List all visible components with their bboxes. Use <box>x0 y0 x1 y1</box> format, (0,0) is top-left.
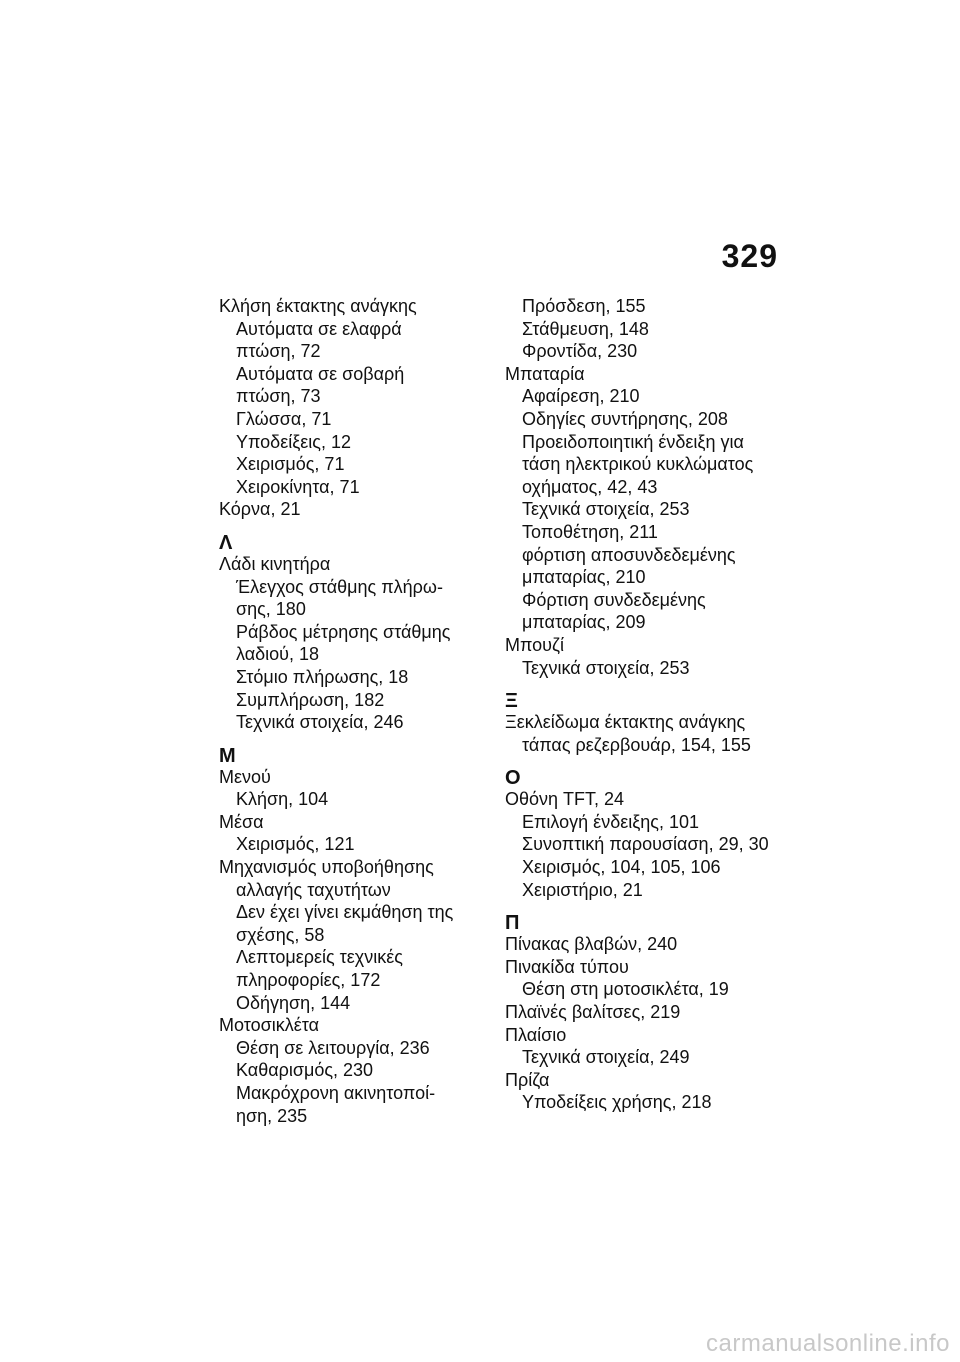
entry-subitem: Φροντίδα, 230 <box>522 341 638 362</box>
entry-subitem: Καθαρισμός, 230 <box>236 1060 374 1081</box>
entry-heading: Πρίζα <box>505 1069 550 1090</box>
entry-heading: Μοτοσικλέτα <box>219 1015 320 1036</box>
entry-subitem: Γλώσσα, 71 <box>236 408 332 429</box>
entry-subitem: Τεχνικά στοιχεία, 253 <box>522 657 690 678</box>
entry-subitem: Χειρισμός, 71 <box>236 454 345 475</box>
entry-subitem: Θέση σε λειτουργία, 236 <box>236 1037 430 1058</box>
entry-subitem: μπαταρίας, 209 <box>522 612 646 633</box>
entry-subitem: Προειδοποιητική ένδειξη για <box>522 431 744 452</box>
entry-heading: Μπουζί <box>505 634 564 655</box>
watermark: carmanualsonline.info <box>706 1330 950 1357</box>
index-entry <box>505 956 780 1001</box>
entry-heading: Μενού <box>219 766 271 787</box>
entry-subitem: Τοποθέτηση, 211 <box>522 521 658 542</box>
index-entry <box>505 788 780 901</box>
entry-subitem: Ράβδος μέτρησης στάθμης <box>236 621 451 642</box>
entry-heading: Ξεκλείδωμα έκτακτης ανάγκης <box>505 712 746 733</box>
entry-subitem: Στόμιο πλήρωσης, 18 <box>236 666 409 687</box>
entry-subitem: Χειρισμός, 104, 105, 106 <box>522 857 721 878</box>
index-entry <box>505 933 780 956</box>
index-entry <box>219 856 489 1014</box>
index-entry <box>505 711 780 756</box>
entry-heading: Μέσα <box>219 811 264 832</box>
index-section <box>219 746 489 1128</box>
entry-subitem: φόρτιση αποσυνδεδεμένης <box>522 544 736 565</box>
entry-subitem: Χειριστήριο, 21 <box>522 879 643 900</box>
index-entry <box>505 1069 780 1114</box>
entry-subitem: Τεχνικά στοιχεία, 246 <box>236 712 404 733</box>
index-entry <box>505 634 780 679</box>
index-entry <box>219 811 489 856</box>
entry-subitem: Συμπλήρωση, 182 <box>236 689 385 710</box>
index-entry <box>219 1014 489 1127</box>
entry-heading: Κλήση έκτακτης ανάγκης <box>219 296 417 316</box>
entry-subitem: Υποδείξεις, 12 <box>236 431 352 452</box>
entry-subitem: Τεχνικά στοιχεία, 249 <box>522 1047 690 1068</box>
index-entry <box>505 363 780 634</box>
entry-subitem: Χειρισμός, 121 <box>236 834 355 855</box>
entry-heading: Πλαίσιο <box>505 1024 567 1045</box>
index-section <box>505 295 780 679</box>
entry-subitem: Επιλογή ένδειξης, 101 <box>522 811 700 832</box>
entry-heading: Πίνακας βλαβών, 240 <box>505 934 678 955</box>
section-letter: Λ <box>219 531 233 554</box>
entry-subitem: ηση, 235 <box>236 1105 308 1126</box>
entry-subitem: Κλήση, 104 <box>236 789 329 810</box>
index-column-left <box>219 295 489 1127</box>
entry-subitem: Στάθμευση, 148 <box>522 318 649 339</box>
index-section <box>219 533 489 734</box>
page-number: 329 <box>721 238 778 274</box>
entry-subitem: Φόρτιση συνδεδεμένης <box>522 589 706 610</box>
entry-subitem: τάση ηλεκτρικού κυκλώματος <box>522 454 754 475</box>
index-section <box>505 691 780 756</box>
entry-subitem: σχέσης, 58 <box>236 924 325 945</box>
entry-subitem: Χειροκίνητα, 71 <box>236 476 360 497</box>
entry-subitem: Υποδείξεις χρήσης, 218 <box>522 1092 712 1113</box>
index-entry <box>219 498 489 521</box>
entry-subitem: τάπας ρεζερβουάρ, 154, 155 <box>522 734 751 755</box>
entry-subitem: Αυτόματα σε σοβαρή <box>236 363 405 384</box>
entry-heading: Πινακίδα τύπου <box>505 956 629 977</box>
section-letter: Μ <box>219 744 236 767</box>
entry-subitem: πτώση, 73 <box>236 386 321 407</box>
section-letter: Π <box>505 912 520 935</box>
index-section <box>505 768 780 901</box>
index-entry <box>219 295 489 498</box>
section-letter: Ξ <box>505 690 518 713</box>
entry-subitem: Θέση στη μοτοσικλέτα, 19 <box>522 979 729 1000</box>
entry-heading: Πλαϊνές βαλίτσες, 219 <box>505 1002 681 1023</box>
index-section <box>505 913 780 1114</box>
index-column-right <box>505 295 780 1114</box>
entry-subitem: σης, 180 <box>236 599 306 620</box>
entry-subitem: Οδηγίες συντήρησης, 208 <box>522 408 728 429</box>
index-entry <box>505 1024 780 1069</box>
index-section <box>219 295 489 521</box>
entry-subitem: Μακρόχρονη ακινητοποί- <box>236 1083 436 1103</box>
entry-heading: Μπαταρία <box>505 363 585 384</box>
entry-subitem: λαδιού, 18 <box>236 644 320 665</box>
entry-heading: Κόρνα, 21 <box>219 499 301 520</box>
entry-subitem: Οδήγηση, 144 <box>236 992 351 1013</box>
entry-subitem: Δεν έχει γίνει εκμάθηση της <box>236 902 454 923</box>
entry-subitem: Έλεγχος στάθμης πλήρω- <box>236 576 443 597</box>
entry-subitem: Πρόσδεση, 155 <box>522 296 646 316</box>
entry-subitem: οχήματος, 42, 43 <box>522 476 658 497</box>
index-entry <box>505 1001 780 1024</box>
entry-heading: Μηχανισμός υποβοήθησης <box>219 857 434 878</box>
index-entry <box>219 766 489 811</box>
entry-subitem: Αφαίρεση, 210 <box>522 386 640 407</box>
index-entry <box>505 295 780 363</box>
entry-subitem: Συνοπτική παρουσίαση, 29, 30 <box>522 834 769 855</box>
section-letter: Ο <box>505 767 521 790</box>
entry-subitem: πληροφορίες, 172 <box>236 970 381 991</box>
entry-subitem: μπαταρίας, 210 <box>522 567 646 588</box>
entry-heading: Οθόνη TFT, 24 <box>505 789 625 810</box>
entry-subitem: αλλαγής ταχυτήτων <box>236 879 391 900</box>
entry-heading: Λάδι κινητήρα <box>219 553 331 574</box>
entry-subitem: Τεχνικά στοιχεία, 253 <box>522 499 690 520</box>
entry-subitem: Αυτόματα σε ελαφρά <box>236 318 402 339</box>
entry-subitem: Λεπτομερείς τεχνικές <box>236 947 403 968</box>
index-entry <box>219 553 489 734</box>
entry-subitem: πτώση, 72 <box>236 341 321 362</box>
